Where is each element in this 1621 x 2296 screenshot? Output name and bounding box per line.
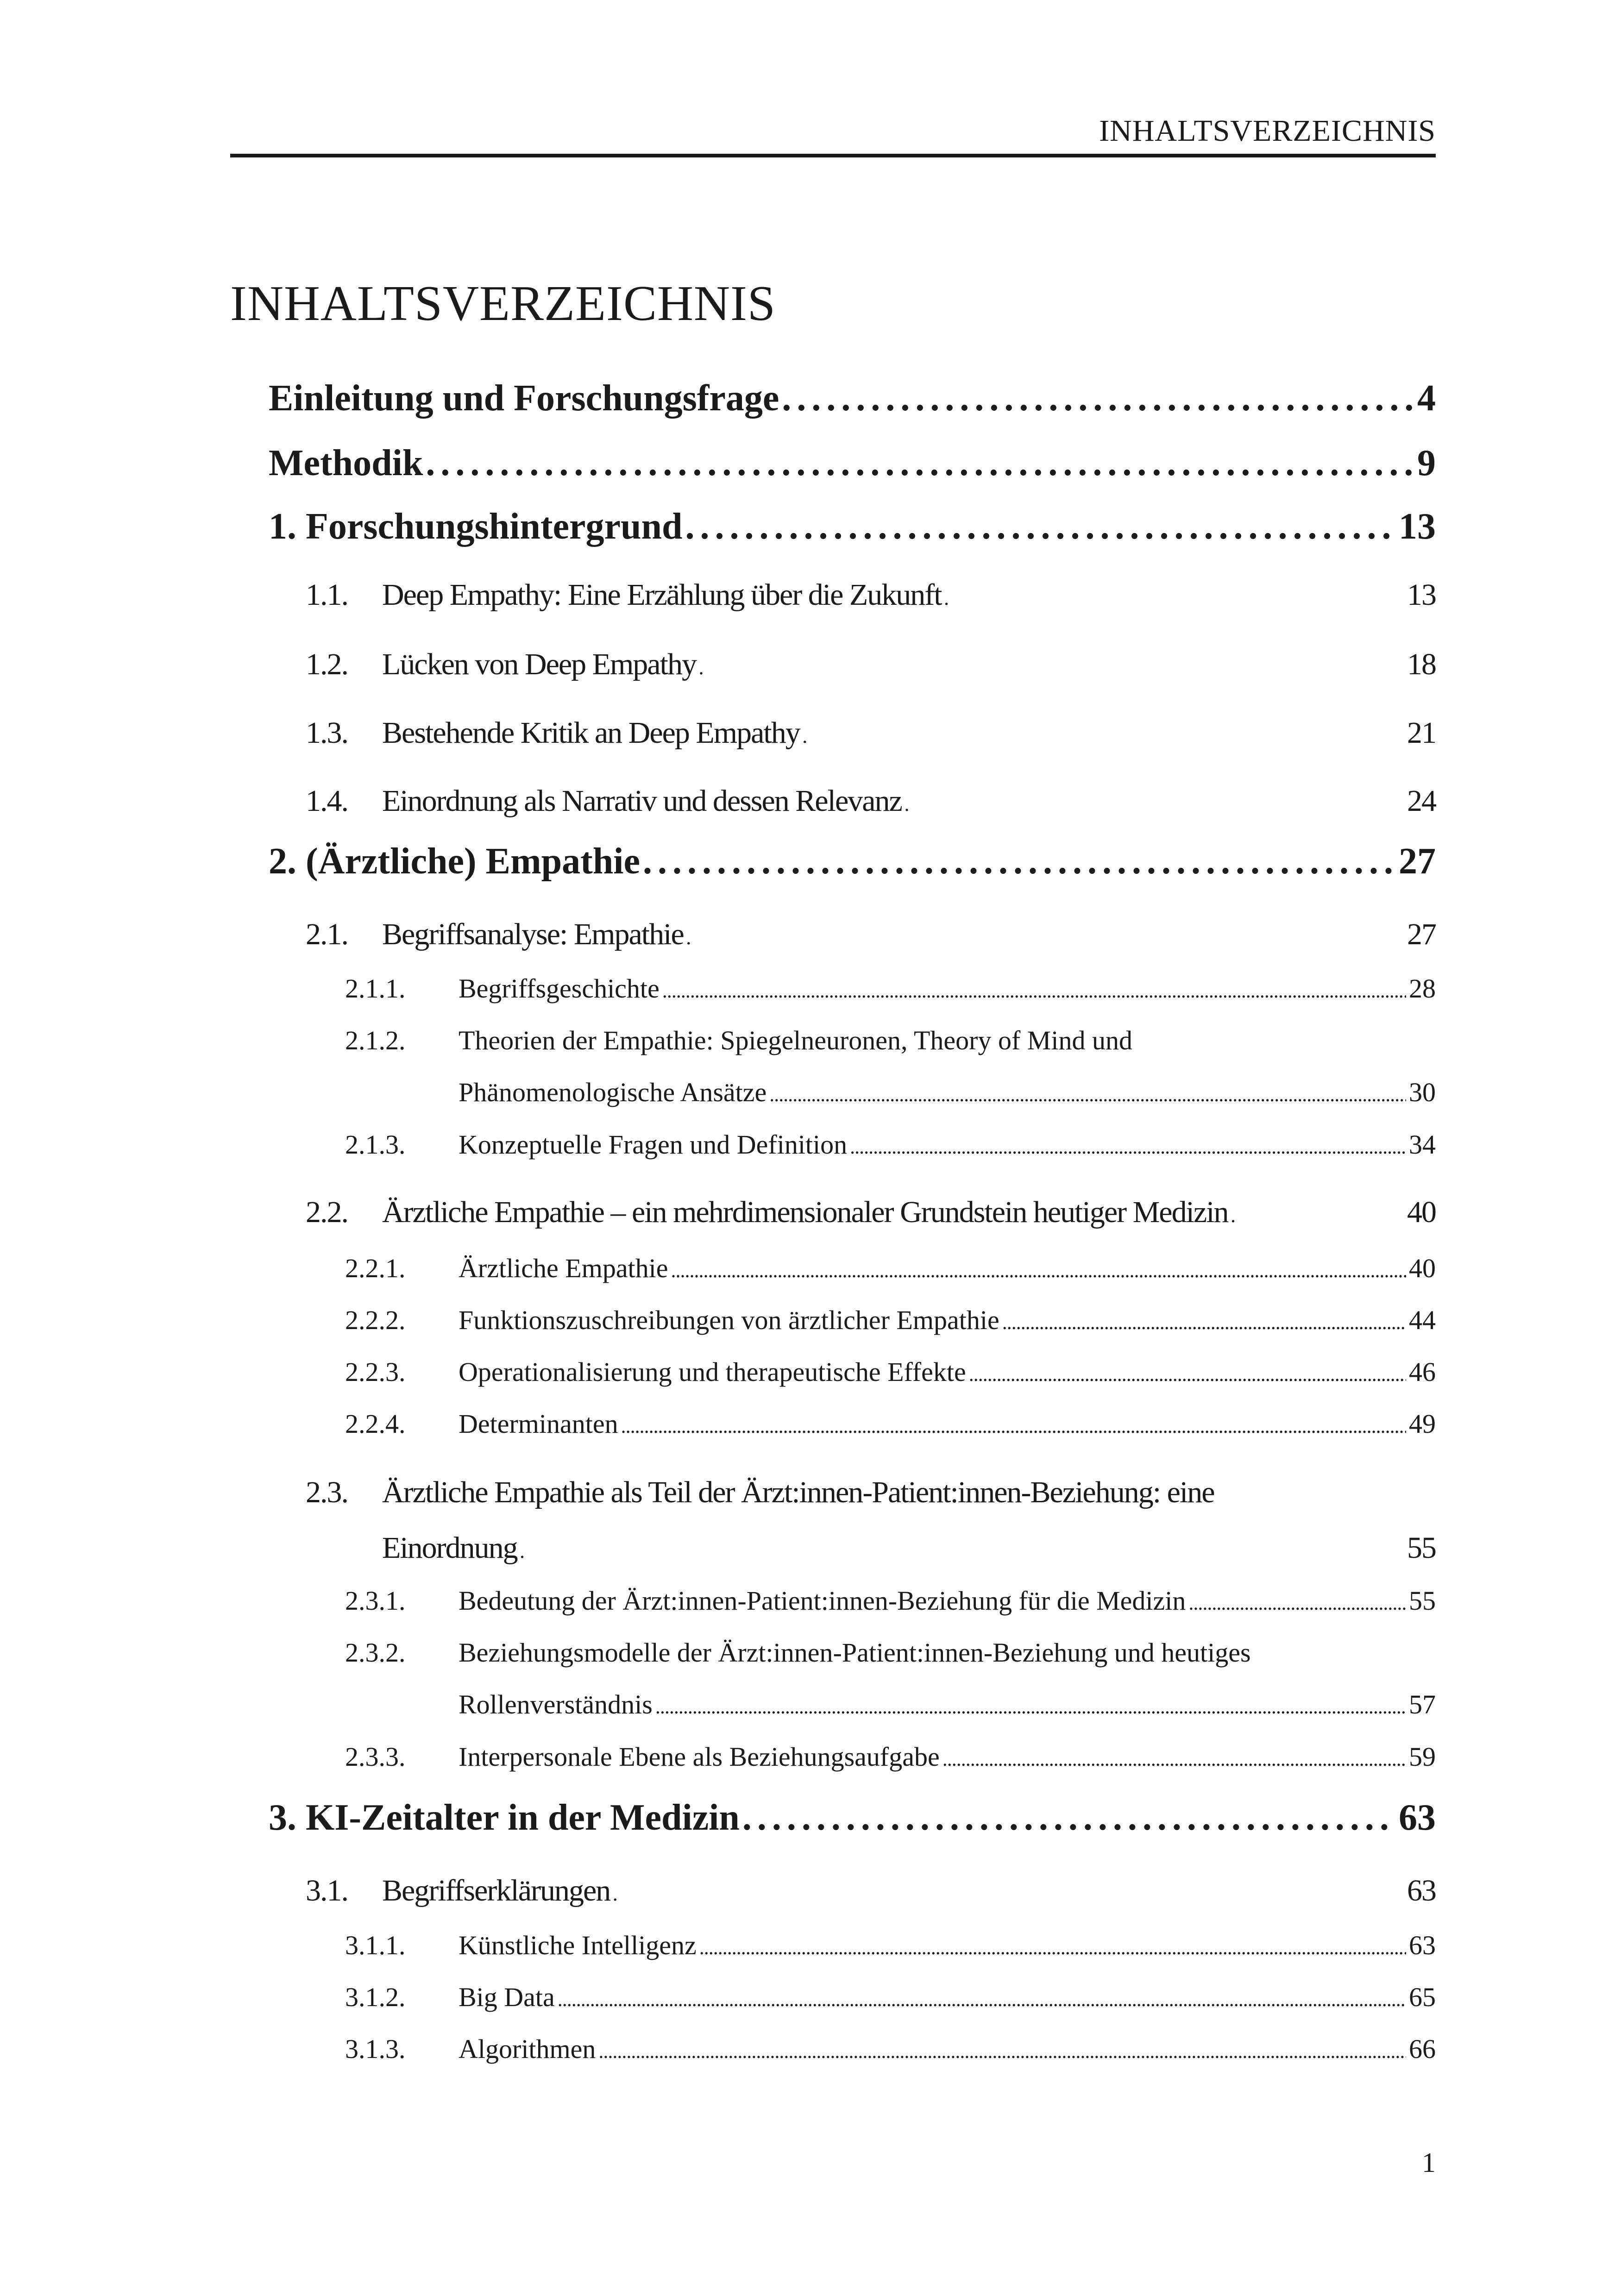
toc-entry-number: 2.2.1. [345, 1253, 406, 1283]
dot-leader [685, 508, 1396, 545]
dot-leader [742, 1799, 1396, 1836]
toc-entry-label: Begriffserklärungen [382, 1874, 610, 1907]
toc-entry-page: 59 [1409, 1742, 1436, 1772]
toc-entry-page: 30 [1409, 1077, 1436, 1107]
toc-entry-page: 24 [1407, 784, 1436, 818]
toc-entry-number: 2.1.3. [345, 1129, 406, 1160]
dot-leader [520, 1543, 1404, 1561]
dot-leader [905, 796, 1404, 814]
toc-entry-number: 2.3.1. [345, 1586, 406, 1616]
toc-entry-2-1-2-number [345, 1027, 1436, 1054]
toc-entry-number: 2.1.1. [345, 973, 406, 1004]
dot-leader [655, 1697, 1406, 1717]
toc-entry-page: 49 [1409, 1409, 1436, 1439]
toc-entry-label: Konzeptuelle Fragen und Definition [459, 1129, 848, 1160]
dot-leader [769, 1085, 1406, 1105]
toc-entry-number: 2.2.2. [345, 1305, 406, 1335]
dot-leader [782, 380, 1414, 417]
toc-entry-1-3[interactable] [306, 718, 1436, 748]
toc-entry-number: 2.2.3. [345, 1357, 406, 1387]
toc-entry-label: 2. (Ärztliche) Empathie [269, 841, 641, 882]
toc-entry-page: 57 [1409, 1689, 1436, 1719]
page-number: 1 [1422, 2147, 1436, 2178]
toc-entry-2-1-3[interactable] [345, 1131, 1436, 1158]
toc-entry-number: 2.3. [306, 1475, 348, 1509]
toc-entry-label: Funktionszuschreibungen von ärztlicher Empathie [459, 1305, 999, 1335]
toc-entry-2-1-1[interactable] [345, 975, 1436, 1002]
toc-entry-label: Ärztliche Empathie – ein mehrdimensionaler Grundstein heutiger Medizin [382, 1195, 1228, 1229]
toc-entry-label-line1: Beziehungsmodelle der Ärzt:innen-Patient:innen-Beziehung und heutiges [459, 1637, 1251, 1668]
toc-entry-page: 46 [1409, 1357, 1436, 1387]
dot-leader [803, 728, 1404, 746]
toc-entry-number: 1.2. [306, 647, 348, 681]
toc-entry-methodik[interactable] [269, 445, 1436, 482]
toc-entry-page: 63 [1409, 1930, 1436, 1960]
dot-leader [598, 2041, 1406, 2062]
running-header [230, 116, 1436, 157]
toc-entry-page: 65 [1409, 1982, 1436, 2012]
toc-entry-chapter-2[interactable] [269, 843, 1436, 880]
toc-entry-page: 9 [1417, 443, 1436, 483]
toc-entry-2-3-number [306, 1477, 1436, 1508]
dot-leader [699, 659, 1404, 678]
toc-entry-2-2-1[interactable] [345, 1255, 1436, 1282]
toc-entry-number: 2.1.2. [345, 1025, 406, 1055]
toc-entry-2-1-2[interactable] [459, 1079, 1436, 1106]
dot-leader [643, 843, 1396, 880]
toc-entry-number: 3.1.3. [345, 2034, 406, 2064]
toc-entry-number: 1.1. [306, 578, 348, 612]
dot-leader [662, 981, 1406, 1001]
toc-entry-1-4[interactable] [306, 786, 1436, 816]
toc-entry-chapter-3[interactable] [269, 1799, 1436, 1836]
toc-entry-label: Bestehende Kritik an Deep Empathy [382, 716, 800, 750]
toc-entry-label-line1: Ärztliche Empathie als Teil der Ärzt:innen-Patient:innen-Beziehung: eine [382, 1475, 1214, 1509]
toc-entry-label: Rollenverständnis [459, 1689, 653, 1719]
toc-entry-page: 21 [1407, 716, 1436, 750]
toc-entry-number: 2.2.4. [345, 1409, 406, 1439]
toc-entry-page: 55 [1407, 1531, 1436, 1565]
toc-entry-label: Einleitung und Forschungsfrage [269, 378, 779, 419]
toc-entry-label: Methodik [269, 443, 423, 483]
toc-entry-3-1-2[interactable] [345, 1984, 1436, 2011]
running-header-text: INHALTSVERZEICHNIS [1099, 114, 1436, 148]
toc-entry-page: 63 [1399, 1797, 1436, 1838]
toc-entry-label: 3. KI-Zeitalter in der Medizin [269, 1797, 740, 1838]
toc-entry-2-3-2[interactable] [459, 1691, 1436, 1718]
toc-entry-page: 63 [1407, 1874, 1436, 1907]
toc-entry-number: 3.1. [306, 1874, 348, 1907]
toc-entry-number: 1.4. [306, 784, 348, 818]
toc-entry-number: 2.3.2. [345, 1637, 406, 1668]
toc-entry-2-3[interactable] [382, 1533, 1436, 1563]
toc-entry-number: 2.2. [306, 1195, 348, 1229]
toc-entry-page: 13 [1407, 578, 1436, 612]
toc-entry-2-3-3[interactable] [345, 1744, 1436, 1770]
dot-leader [671, 1261, 1406, 1281]
toc-entry-label: Bedeutung der Ärzt:innen-Patient:innen-Beziehung für die Medizin [459, 1586, 1186, 1616]
toc-entry-label-line1: Theorien der Empathie: Spiegelneuronen, Theory of Mind und [459, 1025, 1132, 1055]
dot-leader [686, 929, 1404, 947]
toc-entry-label: 1. Forschungshintergrund [269, 506, 683, 547]
toc-entry-label: Begriffsanalyse: Empathie [382, 917, 684, 951]
toc-entry-label: Einordnung [382, 1531, 517, 1565]
toc-entry-label: Phänomenologische Ansätze [459, 1077, 767, 1107]
toc-entry-label: Algorithmen [459, 2034, 596, 2064]
toc-entry-page: 4 [1417, 378, 1436, 419]
toc-entry-number: 3.1.1. [345, 1930, 406, 1960]
dot-leader [1231, 1207, 1404, 1225]
toc-entry-chapter-1[interactable] [269, 508, 1436, 545]
toc-entry-page: 27 [1399, 841, 1436, 882]
dot-leader [1188, 1593, 1406, 1613]
dot-leader [942, 1749, 1406, 1769]
toc-entry-page: 27 [1407, 917, 1436, 951]
toc-entry-2-2[interactable] [306, 1197, 1436, 1228]
toc-entry-label: Künstliche Intelligenz [459, 1930, 697, 1960]
toc-entry-number: 2.1. [306, 917, 348, 951]
toc-entry-page: 40 [1407, 1195, 1436, 1229]
toc-entry-2-3-2-number [345, 1639, 1436, 1666]
dot-leader [944, 590, 1404, 608]
toc-entry-2-1[interactable] [306, 919, 1436, 950]
dot-leader [699, 1938, 1406, 1958]
toc-entry-page: 55 [1409, 1586, 1436, 1616]
toc-entry-number: 2.3.3. [345, 1742, 406, 1772]
toc-entry-label: Begriffsgeschichte [459, 973, 660, 1004]
toc-entry-number: 1.3. [306, 716, 348, 750]
dot-leader [850, 1137, 1406, 1157]
toc-entry-2-2-4[interactable] [345, 1411, 1436, 1437]
dot-leader [969, 1364, 1406, 1385]
toc-entry-page: 13 [1399, 506, 1436, 547]
toc-entry-page: 44 [1409, 1305, 1436, 1335]
dot-leader [426, 445, 1414, 482]
dot-leader [1002, 1312, 1406, 1333]
toc-entry-2-2-3[interactable] [345, 1359, 1436, 1386]
toc-entry-label: Deep Empathy: Eine Erzählung über die Zukunft [382, 578, 942, 612]
toc-entry-label: Ärztliche Empathie [459, 1253, 668, 1283]
toc-entry-label: Einordnung als Narrativ und dessen Relevanz [382, 784, 902, 818]
dot-leader [613, 1885, 1404, 1904]
toc-entry-einleitung[interactable] [269, 380, 1436, 417]
toc-entry-label: Interpersonale Ebene als Beziehungsaufgabe [459, 1742, 940, 1772]
toc-entry-1-2[interactable] [306, 649, 1436, 680]
toc-entry-label: Big Data [459, 1982, 555, 2012]
toc-entry-3-1-3[interactable] [345, 2036, 1436, 2063]
toc-entry-label: Lücken von Deep Empathy [382, 647, 696, 681]
toc-entry-page: 28 [1409, 973, 1436, 1004]
toc-entry-2-3-1[interactable] [345, 1587, 1436, 1614]
toc-entry-1-1[interactable] [306, 580, 1436, 610]
toc-entry-page: 34 [1409, 1129, 1436, 1160]
toc-entry-label: Determinanten [459, 1409, 618, 1439]
dot-leader [621, 1416, 1406, 1437]
toc-entry-3-1-1[interactable] [345, 1932, 1436, 1959]
toc-entry-label: Operationalisierung und therapeutische Effekte [459, 1357, 966, 1387]
toc-entry-number: 3.1.2. [345, 1982, 406, 2012]
page-title: INHALTSVERZEICHNIS [230, 276, 776, 331]
dot-leader [558, 1989, 1406, 2010]
toc-entry-page: 66 [1409, 2034, 1436, 2064]
toc-entry-3-1[interactable] [306, 1876, 1436, 1906]
toc-entry-2-2-2[interactable] [345, 1307, 1436, 1334]
toc-entry-page: 40 [1409, 1253, 1436, 1283]
toc-entry-page: 18 [1407, 647, 1436, 681]
